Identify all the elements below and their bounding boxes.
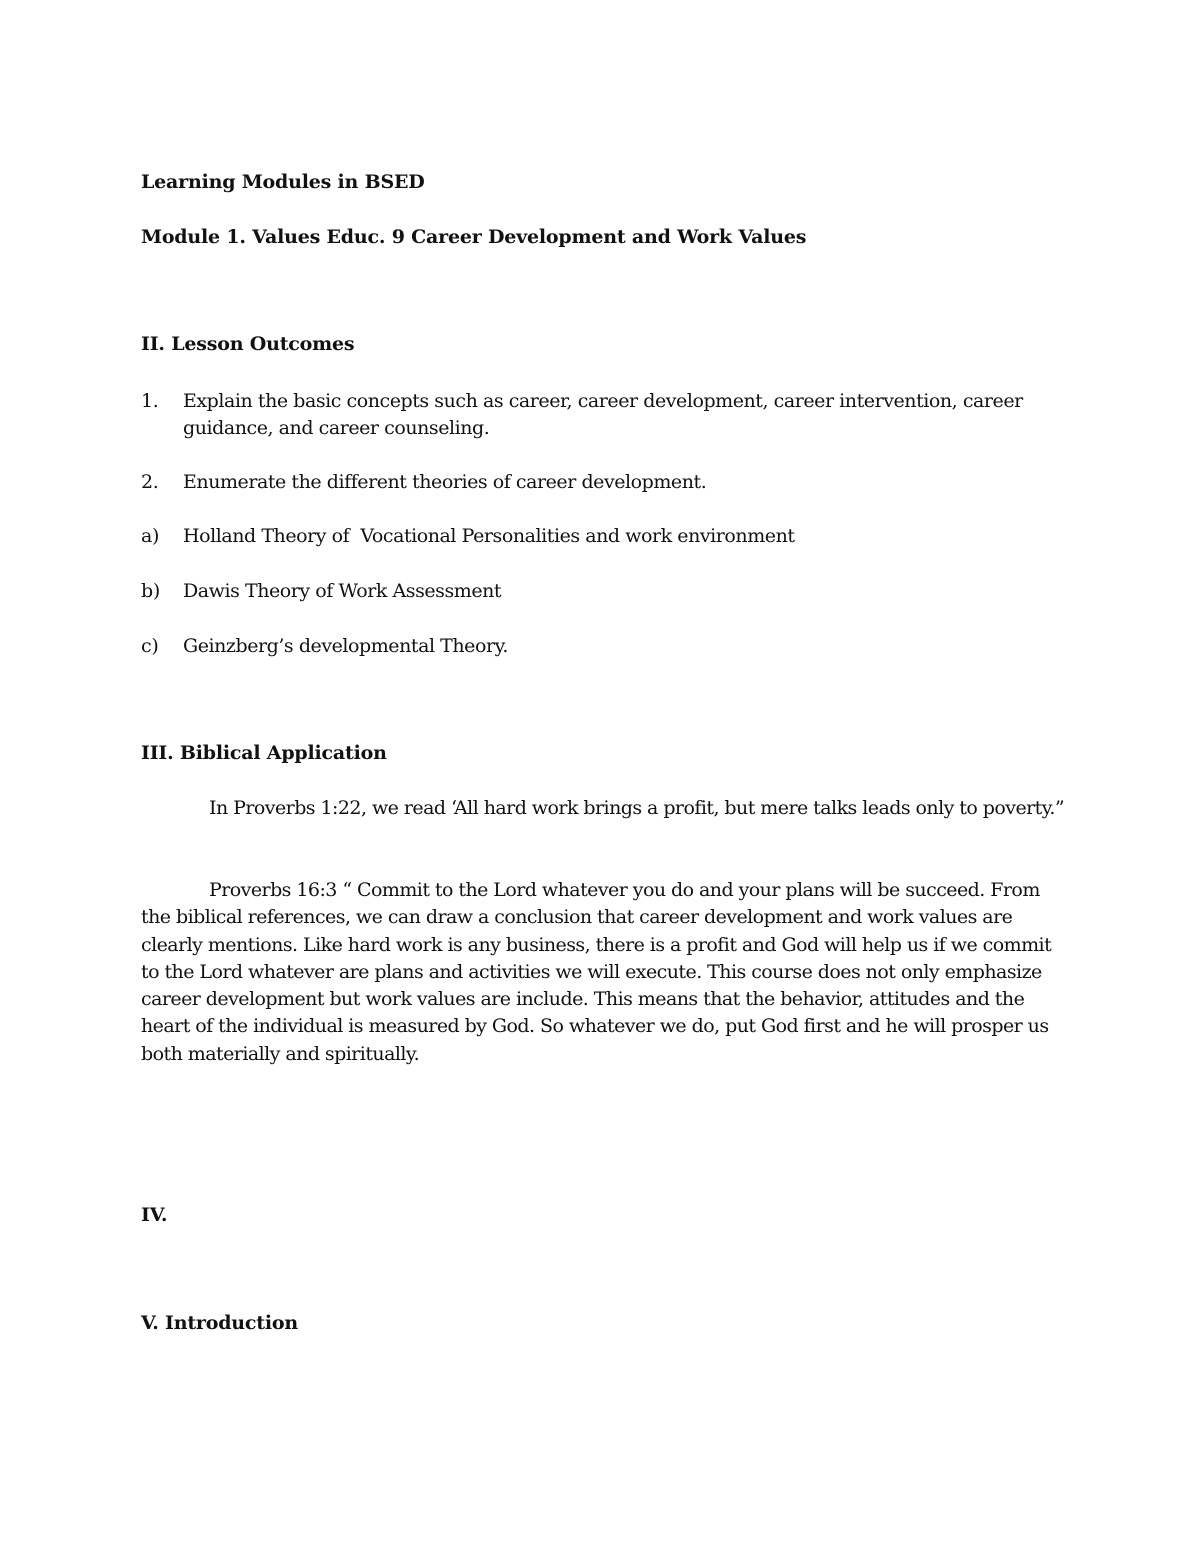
outcome-text-line: Explain the basic concepts such as career, career development, career intervention, career bbox=[183, 390, 1023, 412]
section-iv-heading: IV. bbox=[141, 1204, 168, 1226]
biblical-application-heading: III. Biblical Application bbox=[141, 742, 387, 764]
biblical-paragraph-2-text: Proverbs 16:3 “ Commit to the Lord whatever you do and your plans will be succeed. From the biblical references, we can draw a conclusion that career development and work values are clearly mentions. Like hard work is any business, there is a profit and God will help us if we commit to the Lord whatever are plans and activities we will execute. This course does not only emphasize career development but work values are include. This means that the behavior, attitudes and the heart of the individual is measured by God. So whatever we do, put God first and he will prosper us both materially and spiritually. bbox=[141, 879, 1052, 1065]
theory-marker: c) bbox=[141, 635, 159, 657]
theory-text: Geinzberg’s developmental Theory. bbox=[183, 635, 508, 657]
introduction-heading: V. Introduction bbox=[141, 1312, 298, 1334]
theory-marker: b) bbox=[141, 580, 160, 602]
theory-text: Holland Theory of Vocational Personalities and work environment bbox=[183, 525, 795, 547]
lesson-outcomes-heading: II. Lesson Outcomes bbox=[141, 333, 355, 355]
theory-text: Dawis Theory of Work Assessment bbox=[183, 580, 502, 602]
biblical-paragraph-1-text: In Proverbs 1:22, we read ‘All hard work brings a profit, but mere talks leads only to poverty.” bbox=[209, 797, 1065, 819]
outcome-marker: 2. bbox=[141, 471, 159, 493]
module-title: Module 1. Values Educ. 9 Career Development and Work Values bbox=[141, 226, 807, 248]
document-title: Learning Modules in BSED bbox=[141, 171, 425, 193]
outcome-text-line: guidance, and career counseling. bbox=[183, 417, 490, 439]
outcome-marker: 1. bbox=[141, 390, 159, 412]
theory-marker: a) bbox=[141, 525, 160, 547]
biblical-paragraph-2 bbox=[141, 877, 1071, 1068]
biblical-paragraph-1 bbox=[141, 795, 1071, 822]
outcome-text-line: Enumerate the different theories of career development. bbox=[183, 471, 707, 493]
